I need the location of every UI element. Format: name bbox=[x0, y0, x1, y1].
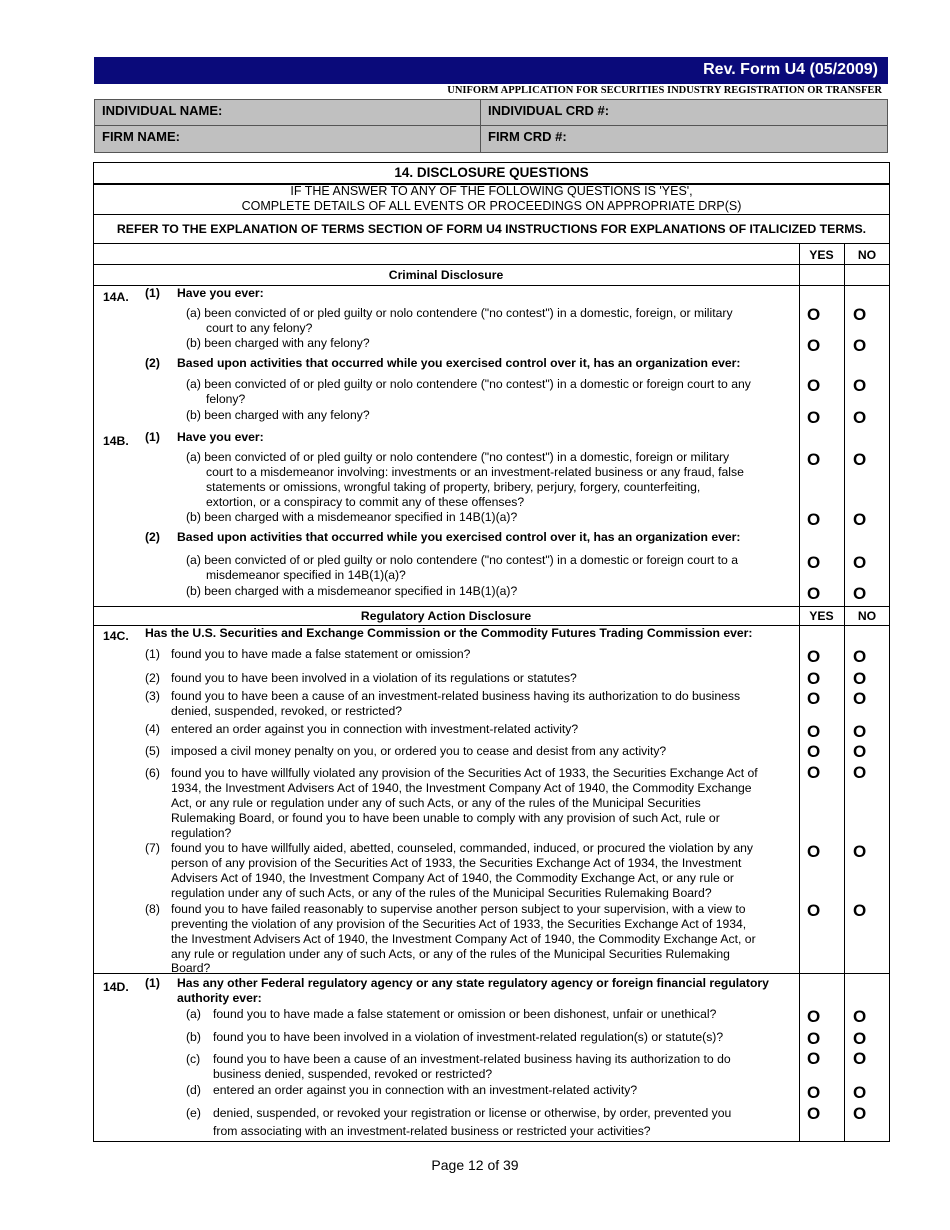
yes-header: YES bbox=[809, 248, 834, 262]
form-revision: Rev. Form U4 (05/2009) bbox=[703, 61, 878, 78]
question-text: any rule or regulation under any of such Acts, or any of the rules of the Municipal Securities Rulemaking bbox=[171, 947, 730, 961]
refer-note: REFER TO THE EXPLANATION OF TERMS SECTION OF FORM U4 INSTRUCTIONS FOR EXPLANATIONS OF ITALICIZED TERMS. bbox=[116, 222, 867, 236]
item-number: (5) bbox=[145, 744, 160, 758]
question-text: (b) been charged with any felony? bbox=[186, 408, 370, 422]
question-text: from associating with an investment-related business or restricted your activities? bbox=[213, 1124, 651, 1138]
no-radio[interactable]: O bbox=[853, 1104, 867, 1123]
item-number: (4) bbox=[145, 722, 160, 736]
question-text: denied, suspended, or revoked your registration or license or otherwise, by order, prevented you bbox=[213, 1106, 732, 1120]
item-number: (1) bbox=[145, 430, 160, 444]
question-text: the Investment Advisers Act of 1940, the Investment Company Act of 1940, the Commodity Exchange Act, or bbox=[171, 932, 756, 946]
question-text: found you to have been a cause of an investment-related business having its authorization to do bbox=[213, 1052, 731, 1066]
item-heading: authority ever: bbox=[177, 991, 262, 1005]
divider bbox=[93, 264, 890, 265]
instruction-line-2: COMPLETE DETAILS OF ALL EVENTS OR PROCEEDINGS ON APPROPRIATE DRP(S) bbox=[241, 199, 742, 213]
item-number: (1) bbox=[145, 647, 160, 661]
item-heading: Has any other Federal regulatory agency or any state regulatory agency or foreign financial regulatory bbox=[177, 976, 769, 990]
question-text: (a) been convicted of or pled guilty or nolo contendere ("no contest") in a domestic, foreign or military bbox=[186, 450, 730, 464]
form-subtitle: UNIFORM APPLICATION FOR SECURITIES INDUSTRY REGISTRATION OR TRANSFER bbox=[447, 85, 882, 96]
question-text: preventing the violation of any provision of the Securities Act of 1933, the Securities Exchange Act of 1934, bbox=[171, 917, 747, 931]
question-text: Act, or any rule or regulation under any of such Acts, or any of the rules of the Municipal Securities bbox=[171, 796, 701, 810]
no-header: NO bbox=[857, 609, 877, 623]
question-text: person of any provision of the Securities Act of 1933, the Securities Exchange Act of 1934, the Investment bbox=[171, 856, 742, 870]
question-text: found you to have been involved in a violation of its regulations or statutes? bbox=[171, 671, 577, 685]
no-radio[interactable]: O bbox=[853, 584, 867, 603]
item-number: (3) bbox=[145, 689, 160, 703]
question-text: denied, suspended, revoked, or restricted? bbox=[171, 704, 403, 718]
no-radio[interactable]: O bbox=[853, 1029, 867, 1048]
item-number: (2) bbox=[145, 671, 160, 685]
firm-name-field[interactable]: FIRM NAME: bbox=[94, 125, 481, 153]
question-text: business denied, suspended, revoked or restricted? bbox=[213, 1067, 493, 1081]
question-number: 14D. bbox=[103, 980, 129, 994]
yes-radio[interactable]: O bbox=[807, 763, 821, 782]
no-radio[interactable]: O bbox=[853, 1083, 867, 1102]
yes-radio[interactable]: O bbox=[807, 1104, 821, 1123]
no-radio[interactable]: O bbox=[853, 647, 867, 666]
no-radio[interactable]: O bbox=[853, 305, 867, 324]
no-radio[interactable]: O bbox=[853, 901, 867, 920]
item-heading: Have you ever: bbox=[177, 286, 264, 300]
yes-radio[interactable]: O bbox=[807, 584, 821, 603]
yes-radio[interactable]: O bbox=[807, 1083, 821, 1102]
divider bbox=[93, 606, 890, 607]
question-text: extortion, or a conspiracy to commit any of these offenses? bbox=[206, 495, 525, 509]
yes-radio[interactable]: O bbox=[807, 553, 821, 572]
item-heading: Has the U.S. Securities and Exchange Commission or the Commodity Futures Trading Commission ever: bbox=[145, 626, 753, 640]
no-column-line bbox=[844, 243, 845, 1142]
question-text: regulation? bbox=[171, 826, 232, 840]
item-number: (a) bbox=[186, 1007, 201, 1021]
item-number: (d) bbox=[186, 1083, 201, 1097]
question-text: Board? bbox=[171, 961, 211, 975]
question-number: 14B. bbox=[103, 434, 129, 448]
yes-radio[interactable]: O bbox=[807, 336, 821, 355]
yes-radio[interactable]: O bbox=[807, 647, 821, 666]
question-text: (b) been charged with any felony? bbox=[186, 336, 370, 350]
item-number: (1) bbox=[145, 286, 160, 300]
item-heading: Based upon activities that occurred while you exercised control over it, has an organization ever: bbox=[177, 530, 741, 544]
question-text: Advisers Act of 1940, the Investment Company Act of 1940, the Commodity Exchange Act, or any rule or bbox=[171, 871, 734, 885]
question-text: found you to have been a cause of an investment-related business having its authorization to do business bbox=[171, 689, 741, 703]
question-text: regulation under any of such Acts, or any of the rules of the Municipal Securities Rulemaking Board? bbox=[171, 886, 712, 900]
divider bbox=[93, 214, 890, 215]
section-title: 14. DISCLOSURE QUESTIONS bbox=[394, 165, 589, 180]
question-text: found you to have willfully violated any provision of the Securities Act of 1933, the Securities Exchange Act of bbox=[171, 766, 758, 780]
no-radio[interactable]: O bbox=[853, 510, 867, 529]
item-heading: Have you ever: bbox=[177, 430, 264, 444]
no-radio[interactable]: O bbox=[853, 408, 867, 427]
question-text: court to any felony? bbox=[206, 321, 313, 335]
question-text: (b) been charged with a misdemeanor specified in 14B(1)(a)? bbox=[186, 510, 518, 524]
question-text: found you to have failed reasonably to supervise another person subject to your supervision, with a view to bbox=[171, 902, 746, 916]
item-number: (7) bbox=[145, 841, 160, 855]
item-number: (8) bbox=[145, 902, 160, 916]
yes-radio[interactable]: O bbox=[807, 1029, 821, 1048]
question-text: statements or omissions, wrongful taking of property, bribery, perjury, forgery, counterfeiting, bbox=[206, 480, 701, 494]
divider bbox=[93, 243, 890, 244]
yes-radio[interactable]: O bbox=[807, 408, 821, 427]
yes-radio[interactable]: O bbox=[807, 669, 821, 688]
item-number: (6) bbox=[145, 766, 160, 780]
item-number: (b) bbox=[186, 1030, 201, 1044]
item-number: (2) bbox=[145, 356, 160, 370]
question-number: 14C. bbox=[103, 629, 129, 643]
yes-radio[interactable]: O bbox=[807, 450, 821, 469]
question-text: court to a misdemeanor involving: investments or an investment-related business or any fraud, false bbox=[206, 465, 744, 479]
yes-radio[interactable]: O bbox=[807, 842, 821, 861]
question-text: entered an order against you in connection with an investment-related activity? bbox=[213, 1083, 638, 1097]
question-text: 1934, the Investment Advisers Act of 1940, the Investment Company Act of 1940, the Commodity Exchange bbox=[171, 781, 752, 795]
yes-radio[interactable]: O bbox=[807, 901, 821, 920]
no-header: NO bbox=[857, 248, 877, 262]
no-radio[interactable]: O bbox=[853, 336, 867, 355]
question-text: found you to have willfully aided, abetted, counseled, commanded, induced, or procured the violation by any bbox=[171, 841, 753, 855]
no-radio[interactable]: O bbox=[853, 376, 867, 395]
question-text: Rulemaking Board, or found you to have been unable to comply with any provision of such Act, rule or bbox=[171, 811, 720, 825]
question-text: (b) been charged with a misdemeanor specified in 14B(1)(a)? bbox=[186, 584, 518, 598]
question-text: found you to have been involved in a violation of investment-related regulation(s) or statute(s)? bbox=[213, 1030, 724, 1044]
yes-column-line bbox=[799, 243, 800, 1142]
question-text: felony? bbox=[206, 392, 246, 406]
item-number: (c) bbox=[186, 1052, 201, 1066]
no-radio[interactable]: O bbox=[853, 553, 867, 572]
no-radio[interactable]: O bbox=[853, 722, 867, 741]
item-number: (1) bbox=[145, 976, 160, 990]
no-radio[interactable]: O bbox=[853, 450, 867, 469]
item-heading: Based upon activities that occurred while you exercised control over it, has an organization ever: bbox=[177, 356, 741, 370]
yes-radio[interactable]: O bbox=[807, 722, 821, 741]
firm-crd-field[interactable]: FIRM CRD #: bbox=[480, 125, 888, 153]
question-number: 14A. bbox=[103, 290, 129, 304]
question-text: (a) been convicted of or pled guilty or nolo contendere ("no contest") in a domestic, foreign, or military bbox=[186, 306, 733, 320]
no-radio[interactable]: O bbox=[853, 842, 867, 861]
form-banner bbox=[94, 57, 888, 84]
yes-radio[interactable]: O bbox=[807, 1007, 821, 1026]
no-radio[interactable]: O bbox=[853, 763, 867, 782]
question-text: (a) been convicted of or pled guilty or nolo contendere ("no contest") in a domestic or foreign court to a bbox=[186, 553, 738, 567]
yes-radio[interactable]: O bbox=[807, 510, 821, 529]
yes-radio[interactable]: O bbox=[807, 1049, 821, 1068]
question-text: found you to have made a false statement or omission? bbox=[171, 647, 471, 661]
individual-name-field[interactable]: INDIVIDUAL NAME: bbox=[94, 99, 481, 126]
item-number: (2) bbox=[145, 530, 160, 544]
yes-radio[interactable]: O bbox=[807, 305, 821, 324]
no-radio[interactable]: O bbox=[853, 669, 867, 688]
yes-radio[interactable]: O bbox=[807, 742, 821, 761]
item-number: (e) bbox=[186, 1106, 201, 1120]
question-text: entered an order against you in connection with investment-related activity? bbox=[171, 722, 579, 736]
no-radio[interactable]: O bbox=[853, 1049, 867, 1068]
regulatory-disclosure-title: Regulatory Action Disclosure bbox=[360, 609, 532, 623]
no-radio[interactable]: O bbox=[853, 1007, 867, 1026]
page-number: Page 12 of 39 bbox=[431, 1157, 519, 1173]
yes-radio[interactable]: O bbox=[807, 689, 821, 708]
question-text: misdemeanor specified in 14B(1)(a)? bbox=[206, 568, 406, 582]
question-text: imposed a civil money penalty on you, or ordered you to cease and desist from any activity? bbox=[171, 744, 667, 758]
question-text: (a) been convicted of or pled guilty or nolo contendere ("no contest") in a domestic or foreign court to any bbox=[186, 377, 751, 391]
instruction-line-1: IF THE ANSWER TO ANY OF THE FOLLOWING QUESTIONS IS 'YES', bbox=[290, 184, 693, 198]
yes-header: YES bbox=[809, 609, 834, 623]
no-radio[interactable]: O bbox=[853, 689, 867, 708]
criminal-disclosure-title: Criminal Disclosure bbox=[388, 268, 504, 282]
yes-radio[interactable]: O bbox=[807, 376, 821, 395]
individual-crd-field[interactable]: INDIVIDUAL CRD #: bbox=[480, 99, 888, 126]
question-text: found you to have made a false statement or omission or been dishonest, unfair or unethical? bbox=[213, 1007, 717, 1021]
divider bbox=[93, 973, 890, 974]
no-radio[interactable]: O bbox=[853, 742, 867, 761]
